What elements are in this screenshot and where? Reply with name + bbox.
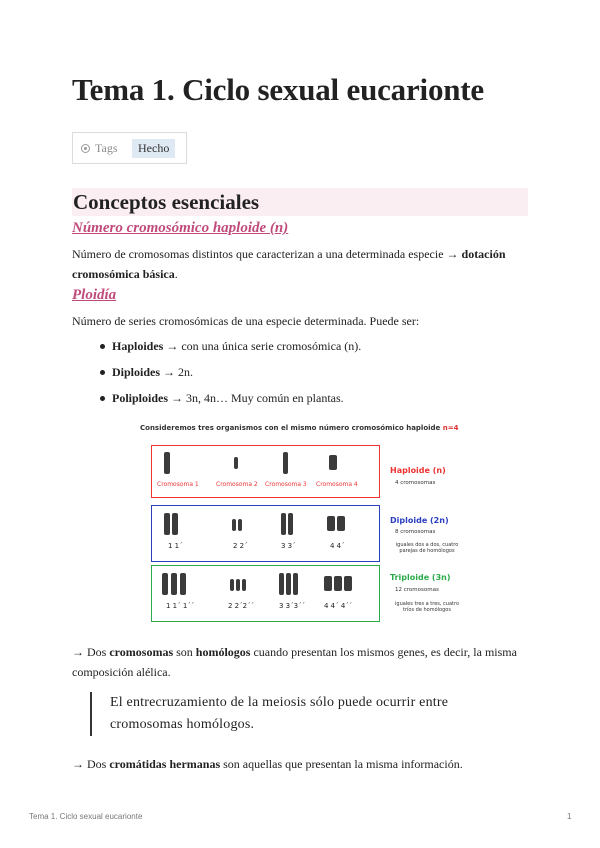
chrom-label: Cromosoma 2 <box>216 481 258 488</box>
heading-ploidia: Ploidía <box>72 287 117 303</box>
list-item-text: → 2n. <box>160 365 194 379</box>
triploid-desc: iguales tres a tres, cuatro tríos de homólogos <box>395 601 459 613</box>
haploid-sub: 4 cromosomas <box>395 480 436 486</box>
tags-icon <box>81 144 90 153</box>
haploid-title: Haploide (n) <box>390 466 446 475</box>
chrom-label: Cromosoma 4 <box>316 481 358 488</box>
paragraph-ploidia: Número de series cromosómicas de una especie determinada. Puede ser: <box>72 314 420 328</box>
cromatidas-bold: cromátidas hermanas <box>109 757 221 771</box>
ploidy-figure <box>140 420 480 624</box>
list-item-text: → 3n, 4n… Muy común en plantas. <box>168 391 344 405</box>
paragraph-numero <box>72 244 532 284</box>
figure-title-n: n=4 <box>442 424 459 432</box>
homologos-bold-b: homólogos <box>195 645 251 659</box>
heading-numero-haploide: Número cromosómico haploide (n) <box>72 220 289 236</box>
figure-title <box>140 424 480 432</box>
diploid-title: Diploide (2n) <box>390 516 449 525</box>
triploid-box <box>151 565 380 622</box>
cromatidas-text-a: → Dos <box>72 757 110 771</box>
diploid-box <box>151 505 380 562</box>
figure-title-text: Consideremos tres organismos con el mismo número cromosómico haploide <box>140 424 443 432</box>
tags-property <box>72 132 187 164</box>
tags-label: Tags <box>95 141 118 155</box>
homologos-text-c: cuando presentan los mismos genes, es decir, la misma composición alélica. <box>72 645 517 679</box>
triploid-title: Triploide (3n) <box>390 573 451 582</box>
trio-label: 1 1´ 1´´ <box>166 602 195 610</box>
trio-label: 3 3´3´´ <box>279 602 306 610</box>
pair-label: 3 3´ <box>281 542 296 550</box>
chrom-label: Cromosoma 3 <box>265 481 307 488</box>
list-item-bold: Poliploides <box>112 391 169 405</box>
diploid-desc: iguales dos a dos, cuatro parejas de homólogos <box>395 542 459 554</box>
tag-chip[interactable]: Hecho <box>132 139 175 158</box>
list-item <box>72 388 361 414</box>
trio-label: 2 2´2´´ <box>228 602 255 610</box>
paragraph-numero-end: . <box>174 267 178 281</box>
paragraph-numero-text: Número de cromosomas distintos que caracterizan a una determinada especie → <box>72 247 462 261</box>
triploid-sub: 12 cromosomas <box>395 587 439 593</box>
homologos-text-a: → Dos <box>72 645 110 659</box>
paragraph-homologos <box>72 642 532 682</box>
chrom-label: Cromosoma 1 <box>157 481 199 488</box>
pair-label: 1 1´ <box>168 542 183 550</box>
page-number: 1 <box>567 812 572 821</box>
list-item-bold: Haploides <box>112 339 164 353</box>
list-item-text: → con una única serie cromosómica (n). <box>163 339 362 353</box>
paragraph-numero-bold: dotación cromosómica básica <box>72 247 506 281</box>
homologos-text-b: son <box>173 645 196 659</box>
ploidy-list <box>72 336 361 414</box>
pair-label: 2 2´ <box>233 542 248 550</box>
list-item <box>72 336 361 362</box>
footer-title: Tema 1. Ciclo sexual eucarionte <box>29 812 143 821</box>
cromatidas-text-b: son aquellas que presentan la misma información. <box>220 757 463 771</box>
quote-block: El entrecruzamiento de la meiosis sólo puede ocurrir entre cromosomas homólogos. <box>90 692 520 736</box>
pair-label: 4 4´ <box>330 542 345 550</box>
list-item-bold: Diploides <box>112 365 161 379</box>
section-heading: Conceptos esenciales <box>72 188 528 216</box>
homologos-bold-a: cromosomas <box>109 645 174 659</box>
paragraph-cromatidas <box>72 754 532 774</box>
list-item <box>72 362 361 388</box>
page-title: Tema 1. Ciclo sexual eucarionte <box>72 72 484 107</box>
diploid-sub: 8 cromosomas <box>395 529 436 535</box>
trio-label: 4 4´ 4´´ <box>324 602 353 610</box>
haploid-box <box>151 445 380 498</box>
